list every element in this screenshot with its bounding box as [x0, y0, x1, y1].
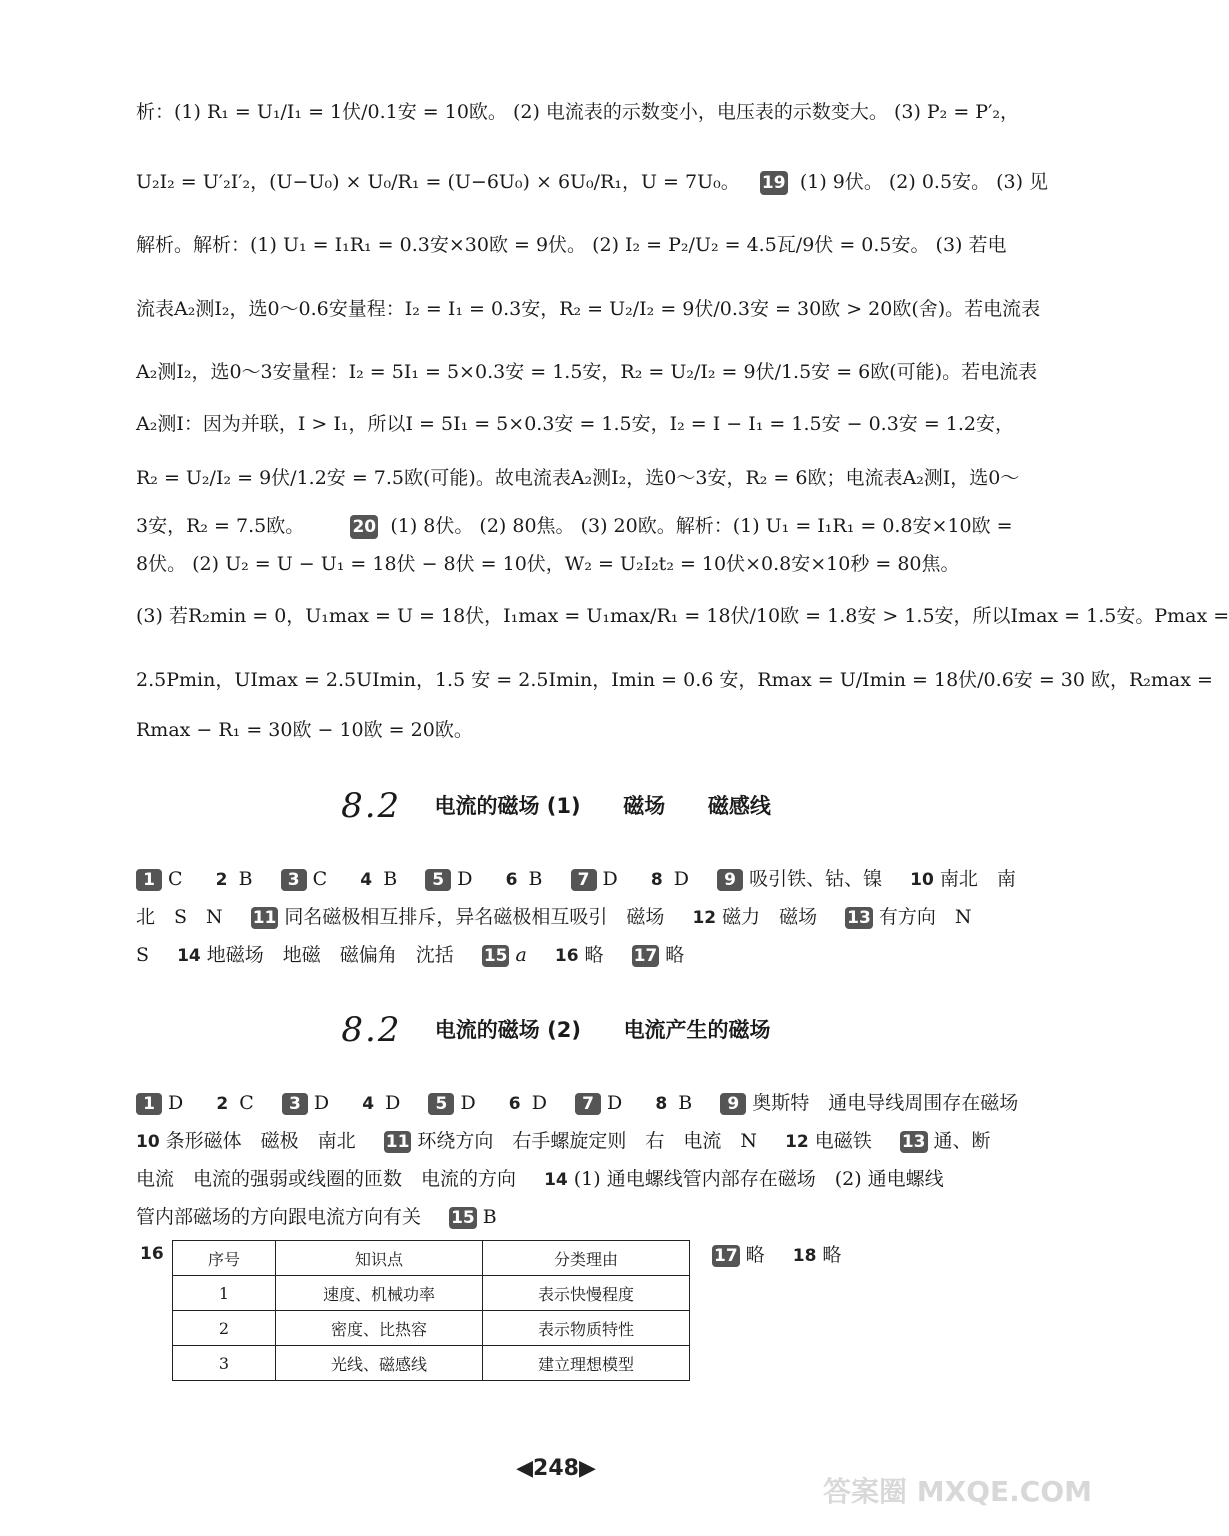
question-number-badge: 13 [847, 908, 871, 928]
page-number: ◀248▶ [516, 1456, 596, 1481]
answer-text: B [238, 868, 253, 890]
question-number-badge: 3 [281, 869, 307, 891]
answer-text: 略 [822, 1244, 842, 1266]
question-number: 10 [910, 870, 934, 890]
section-title: 电流的磁场 (2) [434, 1018, 581, 1042]
answer-text: 略 [665, 944, 685, 966]
text-line: 解析。解析：(1) U₁ = I₁R₁ = 0.3安×30欧 = 9伏。 (2) I₂ = P₂/U₂ = 4.5瓦/9伏 = 0.5安。 (3) 若电 [136, 234, 1007, 256]
answer-text: C [312, 868, 328, 890]
answer-text: B [482, 1206, 497, 1228]
text-line: 析：(1) R₁ = U₁/I₁ = 1伏/0.1安 = 10欧。 (2) 电流表的示数变小，电压表的示数变大。 (3) P₂ = P′₂， [136, 101, 1020, 123]
table-cell: 2 [173, 1311, 276, 1346]
answer-text: D [313, 1092, 330, 1114]
question-number-badge: 15 [451, 1208, 475, 1228]
question-number: 18 [792, 1246, 817, 1266]
question-number: 12 [785, 1132, 809, 1152]
question-number: 10 [136, 1132, 160, 1152]
question-number: 8 [655, 1094, 668, 1114]
text-line: A₂测I₂，选0～3安量程：I₂ = 5I₁ = 5×0.3安 = 1.5安，R₂ = U₂/I₂ = 9伏/1.5安 = 6欧(可能)。若电流表 [136, 361, 1038, 383]
question-number: 8 [650, 870, 663, 890]
answer-text: 略 [584, 944, 604, 966]
question-number: 12 [692, 908, 717, 928]
question-number-badge: 3 [282, 1093, 308, 1115]
answer-text: 有方向 N [878, 906, 972, 928]
classification-table [172, 1240, 690, 1381]
section-subtitle: 电流产生的磁场 [623, 1018, 771, 1042]
table-cell: 光线、磁感线 [276, 1346, 483, 1381]
answer-text: 条形磁体 磁极 南北 [165, 1130, 356, 1152]
text-line: Rmax − R₁ = 30欧 − 10欧 = 20欧。 [136, 719, 473, 741]
answer-row [136, 940, 1016, 967]
question-number-badge: 1 [136, 1093, 162, 1115]
table-header: 分类理由 [483, 1241, 690, 1276]
text-line: 流表A₂测I₂，选0～0.6安量程：I₂ = I₁ = 0.3安，R₂ = U₂/I₂ = 9伏/0.3安 = 30欧 > 20欧(舍)。若电流表 [136, 298, 1041, 320]
answer-text: B [383, 868, 398, 890]
question-number-badge: 5 [425, 869, 451, 891]
question-number-badge: 1 [136, 869, 162, 891]
question-number: 6 [508, 1094, 521, 1114]
answer-text: 地磁场 地磁 磁偏角 沈括 [206, 944, 454, 966]
section-number: 8.2 [341, 1010, 402, 1050]
question-number: 16 [140, 1244, 164, 1264]
question-number-badge: 11 [252, 908, 277, 928]
question-number-badge: 5 [428, 1093, 454, 1115]
answer-text: (1) 9伏。 (2) 0.5安。 (3) 见 [799, 171, 1049, 193]
answer-row [140, 1242, 170, 1265]
answer-text: 磁力 磁场 [722, 906, 818, 928]
section-heading [0, 786, 1112, 826]
section-subtitle: 磁场 [623, 794, 666, 818]
answer-text: 电磁铁 [814, 1130, 872, 1152]
question-number-badge: 7 [575, 1093, 601, 1115]
answer-text: D [607, 1092, 623, 1114]
question-number: 4 [362, 1094, 375, 1114]
question-number: 14 [177, 946, 201, 966]
answer-row [136, 1088, 1019, 1115]
question-number-badge: 17 [633, 946, 658, 966]
text-line: R₂ = U₂/I₂ = 9伏/1.2安 = 7.5欧(可能)。故电流表A₂测I₂，选0～3安，R₂ = 6欧；电流表A₂测I，选0～ [136, 467, 1020, 489]
question-number: 2 [216, 1094, 229, 1114]
answer-row [136, 1126, 1016, 1153]
question-number-badge: 7 [571, 869, 597, 891]
question-number: 4 [360, 870, 373, 890]
section-subtitle: 磁感线 [707, 794, 771, 818]
answer-row [136, 1202, 1016, 1229]
answer-text: C [239, 1092, 254, 1114]
answer-text: B [528, 868, 543, 890]
text-line: A₂测I：因为并联，I > I₁，所以I = 5I₁ = 5×0.3安 = 1.5安，I₂ = I − I₁ = 1.5安 − 0.3安 = 1.2安， [136, 413, 1015, 435]
table-header: 知识点 [276, 1241, 483, 1276]
answer-text: 北 S N [136, 906, 223, 928]
answer-text: B [678, 1092, 693, 1114]
table-cell: 建立理想模型 [483, 1346, 690, 1381]
answer-row [136, 864, 1016, 891]
answer-row [712, 1240, 863, 1267]
table-cell: 1 [173, 1276, 276, 1311]
table-row [173, 1346, 690, 1381]
table-header-row [173, 1241, 690, 1276]
watermark: 答案圈 MXQE.COM [823, 1475, 1092, 1508]
question-number-badge: 9 [717, 869, 743, 891]
answer-text: 环绕方向 右手螺旋定则 右 电流 N [417, 1130, 758, 1152]
question-number: 14 [544, 1170, 568, 1190]
question-number: 6 [505, 870, 518, 890]
question-number: 2 [215, 870, 228, 890]
answer-row [136, 902, 1016, 929]
table-row [173, 1276, 690, 1311]
answer-text: C [168, 868, 183, 890]
text-line: 3安，R₂ = 7.5欧。 [136, 515, 305, 537]
answer-text: (1) 8伏。 (2) 80焦。 (3) 20欧。解析：(1) U₁ = I₁R₁ = 0.8安×10欧 = [390, 515, 1013, 537]
answer-text: 电流 电流的强弱或线圈的匝数 电流的方向 [136, 1168, 517, 1190]
answer-text: a [515, 944, 527, 966]
table-cell: 速度、机械功率 [276, 1276, 483, 1311]
answer-text: 通、断 [933, 1130, 991, 1152]
answer-text: D [457, 868, 473, 890]
question-number-badge: 15 [483, 946, 508, 966]
answer-text: 吸引铁、钴、镍 [749, 868, 883, 890]
text-line: 8伏。 (2) U₂ = U − U₁ = 18伏 − 8伏 = 10伏，W₂ = U₂I₂t₂ = 10伏×0.8安×10秒 = 80焦。 [136, 553, 960, 575]
question-number: 16 [554, 946, 579, 966]
question-number-badge: 13 [901, 1132, 926, 1152]
answer-text: D [673, 868, 690, 890]
answer-text: 南北 南 [939, 868, 1016, 890]
table-cell: 密度、比热容 [276, 1311, 483, 1346]
question-number-badge: 20 [350, 515, 378, 539]
answer-text: D [385, 1092, 401, 1114]
table-cell: 表示快慢程度 [483, 1276, 690, 1311]
section-number: 8.2 [341, 786, 402, 826]
text-line [136, 514, 1016, 539]
answer-text: D [168, 1092, 184, 1114]
answer-text: 略 [745, 1244, 765, 1266]
table-cell: 表示物质特性 [483, 1311, 690, 1346]
question-number-badge: 11 [385, 1132, 410, 1152]
answer-text: D [460, 1092, 476, 1114]
table-header: 序号 [173, 1241, 276, 1276]
answer-text: 奥斯特 通电导线周围存在磁场 [752, 1092, 1019, 1114]
answer-text: D [602, 868, 618, 890]
text-line: (3) 若R₂min = 0，U₁max = U = 18伏，I₁max = U₁max/R₁ = 18伏/10欧 = 1.8安 > 1.5安，所以Imax = 1.5安。Pmax = [136, 605, 1229, 627]
question-number-badge: 17 [714, 1246, 738, 1266]
answer-text: 管内部磁场的方向跟电流方向有关 [136, 1206, 422, 1228]
text-line [136, 170, 1049, 195]
answer-row [136, 1164, 1016, 1191]
text-line: U₂I₂ = U′₂I′₂，(U−U₀) × U₀/R₁ = (U−6U₀) × 6U₀/R₁，U = 7U₀。 [136, 171, 740, 193]
question-number-badge: 9 [720, 1093, 746, 1115]
answer-text: (1) 通电螺线管内部存在磁场 (2) 通电螺线 [573, 1168, 944, 1190]
text-line: 2.5Pmin，UImax = 2.5UImin，1.5 安 = 2.5Imin，Imin = 0.6 安，Rmax = U/Imin = 18伏/0.6安 = 30 欧，R₂max = [136, 669, 1213, 691]
answer-text: D [531, 1092, 547, 1114]
section-heading [0, 1010, 1112, 1050]
answer-text: 同名磁极相互排斥，异名磁极相互吸引 磁场 [284, 906, 665, 928]
section-title: 电流的磁场 (1) [434, 794, 581, 818]
question-number-badge: 19 [760, 171, 788, 195]
table-row [173, 1311, 690, 1346]
answer-text: S [136, 944, 150, 966]
table-cell: 3 [173, 1346, 276, 1381]
